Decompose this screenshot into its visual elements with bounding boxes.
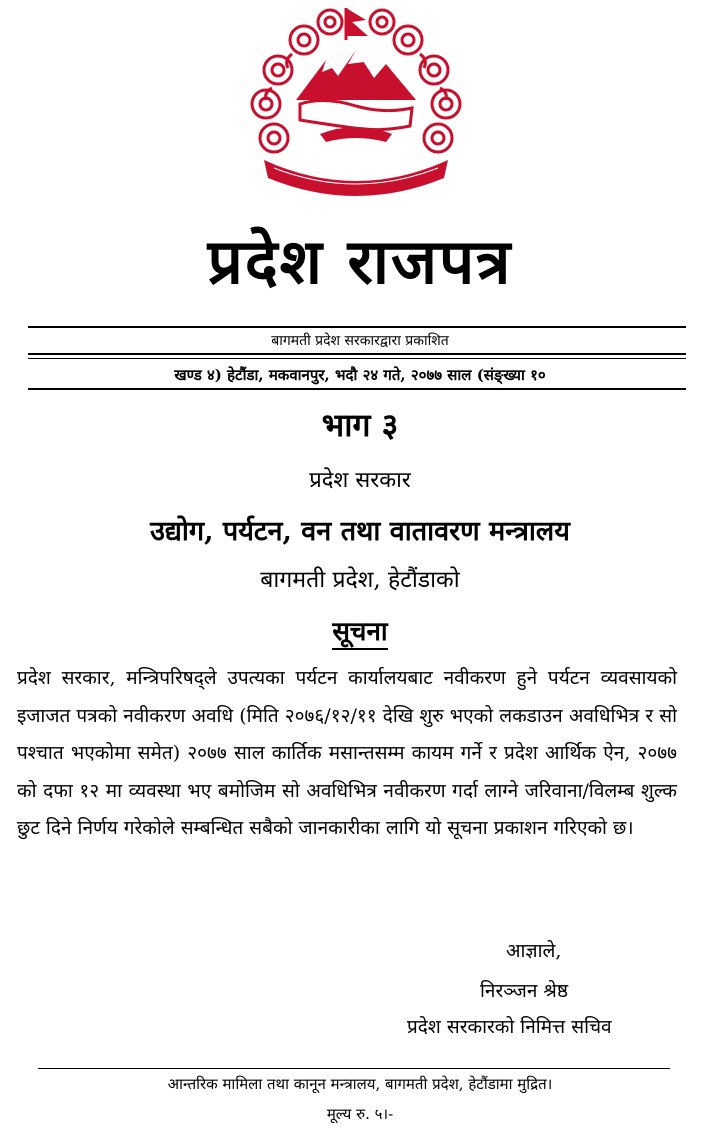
location-heading: बागमती प्रदेश, हेटौंडाको xyxy=(260,567,460,593)
publisher-line: बागमती प्रदेश सरकारद्वारा प्रकाशित xyxy=(271,333,449,349)
divider xyxy=(28,326,686,328)
signature-order: आज्ञाले, xyxy=(506,940,562,962)
price-line: मूल्य रु. ५।- xyxy=(326,1105,394,1123)
divider xyxy=(28,358,686,359)
signatory-designation: प्रदेश सरकारको निमित्त सचिव xyxy=(407,1016,612,1038)
government-heading: प्रदेश सरकार xyxy=(309,468,411,493)
issue-line: खण्ड ४) हेटौंडा, मकवानपुर, भदौ २४ गते, २०७७ साल (संङ्ख्या १० xyxy=(174,366,546,384)
divider xyxy=(28,353,686,355)
ministry-heading: उद्योग, पर्यटन, वन तथा वातावरण मन्त्रालय xyxy=(150,516,570,547)
gazette-title: प्रदेश राजपत्र xyxy=(207,225,513,298)
part-heading: भाग ३ xyxy=(321,406,399,444)
footer-divider xyxy=(38,1068,670,1069)
signatory-name: निरञ्जन श्रेष्ठ xyxy=(480,980,569,1002)
divider xyxy=(28,388,686,390)
notice-heading: सूचना xyxy=(0,612,720,652)
printer-line: आन्तरिक मामिला तथा कानून मन्त्रालय, बागमती प्रदेश, हेटौंडामा मुद्रित। xyxy=(167,1075,553,1093)
nepal-coat-of-arms-icon xyxy=(234,0,478,200)
notice-body: प्रदेश सरकार, मन्त्रिपरिषद्ले उपत्यका पर्यटन कार्यालयबाट नवीकरण हुने पर्यटन व्यवसायको इजाजत पत्रको नवीकरण अवधि (मिति २०७६/१२/११ देखि शुरु भएको लकडाउन अवधिभित्र र सो पश्चात भएकोमा समेत) २०७७ साल कार्तिक मसान्तसम्म कायम गर्ने र प्रदेश आर्थिक ऐन, २०७७ को दफा १२ मा व्यवस्था भए बमोजिम सो अवधिभित्र नवीकरण गर्दा लाग्ने जरिवाना/विलम्ब शुल्क छुट दिने निर्णय गरेकोले सम्बन्धित सबैको जानकारीका लागि यो सूचना प्रकाशन गरिएको छ। xyxy=(17,667,677,839)
